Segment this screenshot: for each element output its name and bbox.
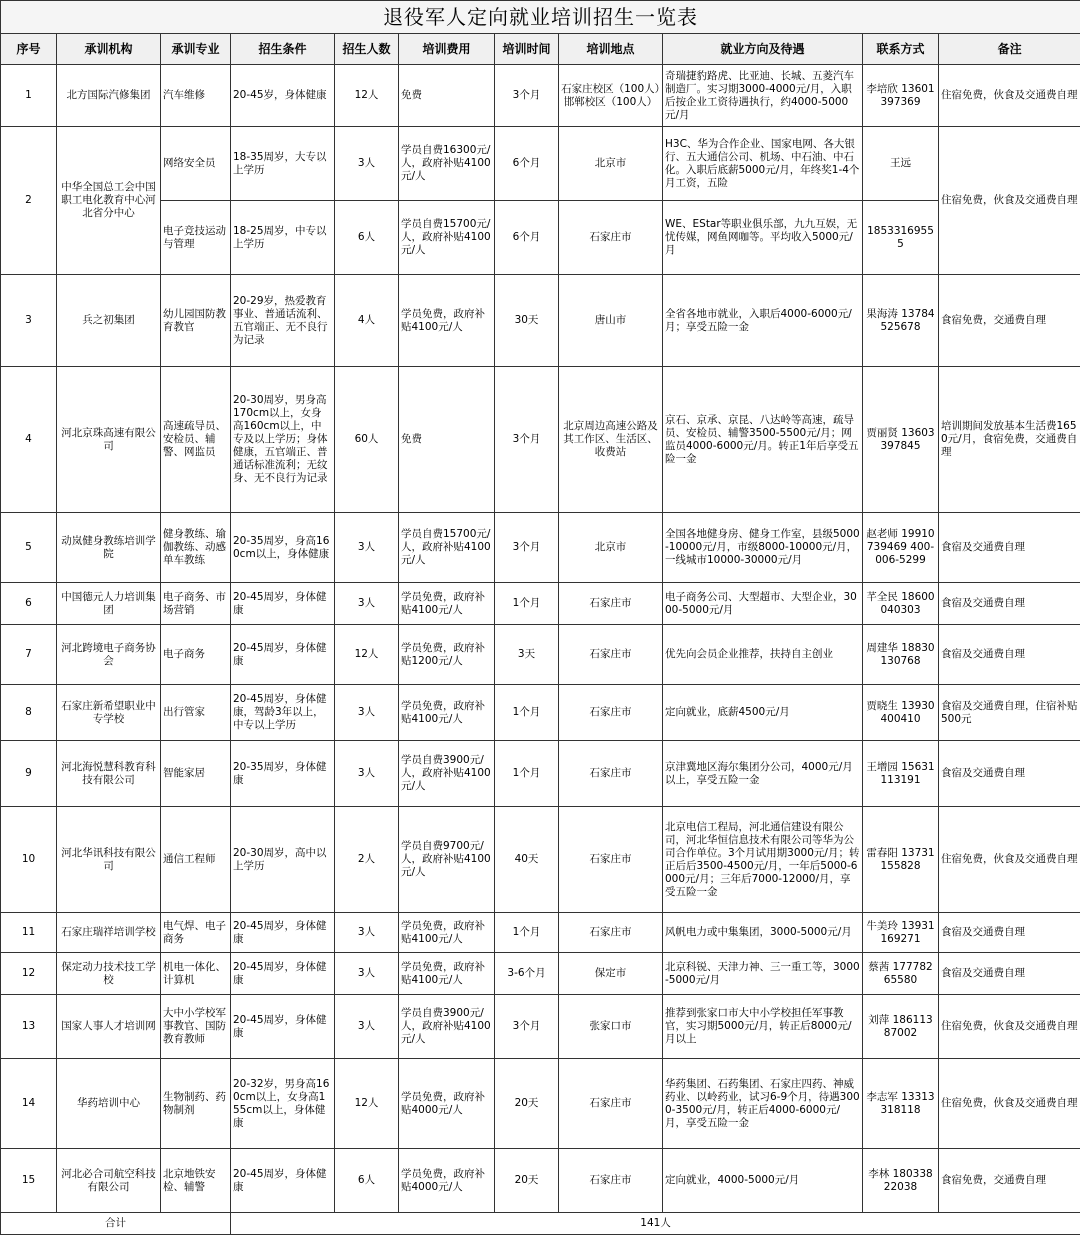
table-row xyxy=(1,1059,1080,1149)
cell-org: 河北华讯科技有限公司 xyxy=(57,807,161,913)
cell-note: 食宿免费，交通费自理 xyxy=(939,275,1080,367)
cell-job: 电子商务公司、大型超市、大型企业，3000-5000元/月 xyxy=(663,583,863,625)
cell-cond: 20-35周岁，身高160cm以上，身体健康 xyxy=(231,513,335,583)
cell-note: 食宿及交通费自理 xyxy=(939,913,1080,953)
cell-place: 石家庄市 xyxy=(559,583,663,625)
cell-contact: 雷春阳 13731155828 xyxy=(863,807,939,913)
cell-num: 3人 xyxy=(335,685,399,741)
cell-note: 食宿及交通费自理，住宿补贴500元 xyxy=(939,685,1080,741)
table-row xyxy=(1,127,1080,201)
cell-org: 动岚健身教练培训学院 xyxy=(57,513,161,583)
cell-cond: 20-45周岁，身体健康 xyxy=(231,913,335,953)
cell-place: 石家庄市 xyxy=(559,625,663,685)
cell-cond: 18-35周岁，大专以上学历 xyxy=(231,127,335,201)
cell-major: 出行管家 xyxy=(161,685,231,741)
cell-major: 电子商务 xyxy=(161,625,231,685)
cell-contact: 李志军 13313318118 xyxy=(863,1059,939,1149)
cell-major: 北京地铁安检、辅警 xyxy=(161,1149,231,1213)
cell-no: 8 xyxy=(1,685,57,741)
cell-fee: 免费 xyxy=(399,65,495,127)
cell-note: 食宿及交通费自理 xyxy=(939,741,1080,807)
cell-time: 3个月 xyxy=(495,513,559,583)
cell-org: 河北京珠高速有限公司 xyxy=(57,367,161,513)
cell-no: 5 xyxy=(1,513,57,583)
total-row xyxy=(1,1213,1080,1235)
cell-place: 唐山市 xyxy=(559,275,663,367)
table-row xyxy=(1,583,1080,625)
cell-place: 张家口市 xyxy=(559,995,663,1059)
table-row xyxy=(1,201,1080,275)
cell-fee: 学员自费16300元/人，政府补贴4100元/人 xyxy=(399,127,495,201)
cell-no: 3 xyxy=(1,275,57,367)
cell-place: 石家庄市 xyxy=(559,1059,663,1149)
cell-contact: 18533169555 xyxy=(863,201,939,275)
cell-cond: 20-45周岁，身体健康，驾龄3年以上，中专以上学历 xyxy=(231,685,335,741)
cell-place: 石家庄市 xyxy=(559,807,663,913)
cell-job: 华药集团、石药集团、石家庄四药、神威药业、以岭药业，试习6-9个月，待遇3000-3500元/月，转正后4000-6000元/月，享受五险一金 xyxy=(663,1059,863,1149)
cell-fee: 学员自费3900元/人，政府补贴4100元/人 xyxy=(399,995,495,1059)
cell-time: 40天 xyxy=(495,807,559,913)
cell-org: 河北必合司航空科技有限公司 xyxy=(57,1149,161,1213)
cell-major: 电气焊、电子商务 xyxy=(161,913,231,953)
cell-job: 推荐到张家口市大中小学校担任军事教官，实习期5000元/月，转正后8000元/月以上 xyxy=(663,995,863,1059)
total-value: 141人 xyxy=(231,1213,1080,1235)
cell-fee: 学员免费，政府补贴4100元/人 xyxy=(399,913,495,953)
cell-place: 保定市 xyxy=(559,953,663,995)
cell-num: 4人 xyxy=(335,275,399,367)
cell-job: 奇瑞捷豹路虎、比亚迪、长城、五菱汽车制造厂。实习期3000-4000元/月，入职后按企业工资待遇执行，约4000-5000元/月 xyxy=(663,65,863,127)
header-cell: 就业方向及待遇 xyxy=(663,34,863,65)
cell-org: 石家庄瑞祥培训学校 xyxy=(57,913,161,953)
cell-contact: 刘萍 18611387002 xyxy=(863,995,939,1059)
cell-time: 1个月 xyxy=(495,913,559,953)
header-cell: 备注 xyxy=(939,34,1080,65)
cell-place: 石家庄校区（100人）邯郸校区（100人） xyxy=(559,65,663,127)
cell-major: 通信工程师 xyxy=(161,807,231,913)
cell-time: 20天 xyxy=(495,1059,559,1149)
cell-time: 3天 xyxy=(495,625,559,685)
table-row xyxy=(1,741,1080,807)
cell-job: 定向就业，底薪4500元/月 xyxy=(663,685,863,741)
cell-cond: 20-29岁，热爱教育事业、普通话流利、五官端正、无不良行为记录 xyxy=(231,275,335,367)
cell-major: 生物制药、药物制剂 xyxy=(161,1059,231,1149)
cell-job: 优先向会员企业推荐，扶持自主创业 xyxy=(663,625,863,685)
cell-time: 20天 xyxy=(495,1149,559,1213)
cell-job: 全省各地市就业，入职后4000-6000元/月；享受五险一金 xyxy=(663,275,863,367)
table-row xyxy=(1,953,1080,995)
cell-no: 15 xyxy=(1,1149,57,1213)
cell-org: 中国德元人力培训集团 xyxy=(57,583,161,625)
cell-major: 电子竞技运动与管理 xyxy=(161,201,231,275)
cell-major: 智能家居 xyxy=(161,741,231,807)
cell-num: 12人 xyxy=(335,65,399,127)
cell-no: 2 xyxy=(1,127,57,275)
cell-place: 石家庄市 xyxy=(559,201,663,275)
cell-cond: 20-32岁，男身高160cm以上，女身高155cm以上，身体健康 xyxy=(231,1059,335,1149)
table-row xyxy=(1,685,1080,741)
header-cell: 序号 xyxy=(1,34,57,65)
cell-job: 京津冀地区海尔集团分公司，4000元/月以上，享受五险一金 xyxy=(663,741,863,807)
cell-time: 3个月 xyxy=(495,367,559,513)
cell-org: 石家庄新希望职业中专学校 xyxy=(57,685,161,741)
cell-time: 3个月 xyxy=(495,995,559,1059)
header-cell: 招生人数 xyxy=(335,34,399,65)
cell-fee: 学员免费，政府补贴4100元/人 xyxy=(399,953,495,995)
cell-num: 3人 xyxy=(335,995,399,1059)
cell-place: 石家庄市 xyxy=(559,1149,663,1213)
cell-no: 14 xyxy=(1,1059,57,1149)
cell-contact: 周建华 18830130768 xyxy=(863,625,939,685)
cell-cond: 20-30周岁，男身高170cm以上，女身高160cm以上，中专及以上学历；身体健康，五官端正、普通话标准流利；无纹身、无不良行为记录 xyxy=(231,367,335,513)
cell-fee: 学员免费，政府补贴4100元/人 xyxy=(399,685,495,741)
cell-cond: 20-45周岁，身体健康 xyxy=(231,625,335,685)
cell-no: 11 xyxy=(1,913,57,953)
cell-cond: 20-30周岁，高中以上学历 xyxy=(231,807,335,913)
cell-no: 9 xyxy=(1,741,57,807)
cell-major: 幼儿园国防教育教官 xyxy=(161,275,231,367)
cell-num: 6人 xyxy=(335,1149,399,1213)
cell-no: 13 xyxy=(1,995,57,1059)
header-cell: 承训机构 xyxy=(57,34,161,65)
cell-note: 食宿及交通费自理 xyxy=(939,583,1080,625)
cell-time: 1个月 xyxy=(495,741,559,807)
cell-job: H3C、华为合作企业、国家电网、各大银行、五大通信公司、机场、中石油、中石化。入职后底薪5000元/月，年终奖1-4个月工资，五险 xyxy=(663,127,863,201)
cell-note: 食宿及交通费自理 xyxy=(939,513,1080,583)
header-cell: 联系方式 xyxy=(863,34,939,65)
cell-note: 培训期间发放基本生活费1650元/月，食宿免费，交通费自理 xyxy=(939,367,1080,513)
cell-major: 网络安全员 xyxy=(161,127,231,201)
header-row xyxy=(1,34,1080,65)
title-row xyxy=(1,1,1080,34)
cell-contact: 牛美玲 13931169271 xyxy=(863,913,939,953)
cell-major: 汽车维修 xyxy=(161,65,231,127)
cell-major: 健身教练、瑜伽教练、动感单车教练 xyxy=(161,513,231,583)
header-cell: 培训费用 xyxy=(399,34,495,65)
cell-fee: 学员免费，政府补贴4000元/人 xyxy=(399,1059,495,1149)
cell-place: 石家庄市 xyxy=(559,913,663,953)
cell-time: 6个月 xyxy=(495,201,559,275)
cell-no: 1 xyxy=(1,65,57,127)
cell-num: 3人 xyxy=(335,513,399,583)
cell-org: 河北跨境电子商务协会 xyxy=(57,625,161,685)
cell-org: 北方国际汽修集团 xyxy=(57,65,161,127)
cell-time: 1个月 xyxy=(495,583,559,625)
cell-major: 大中小学校军事教官、国防教育教师 xyxy=(161,995,231,1059)
cell-org: 中华全国总工会中国职工电化教育中心河北省分中心 xyxy=(57,127,161,275)
cell-job: 北京电信工程局，河北通信建设有限公司，河北华恒信息技术有限公司等华为公司合作单位。3个月试用期3000元/月；转正后后3500-4500元/月，一年后5000-6000元/月；三年后7000-12000/月，享受五险一金 xyxy=(663,807,863,913)
cell-contact: 李林 18033822038 xyxy=(863,1149,939,1213)
cell-fee: 学员自费15700元/人，政府补贴4100元/人 xyxy=(399,513,495,583)
cell-cond: 20-45周岁，身体健康 xyxy=(231,583,335,625)
cell-org: 华药培训中心 xyxy=(57,1059,161,1149)
table-row xyxy=(1,367,1080,513)
cell-no: 12 xyxy=(1,953,57,995)
table-row xyxy=(1,275,1080,367)
cell-note: 住宿免费，伙食及交通费自理 xyxy=(939,65,1080,127)
cell-note: 食宿及交通费自理 xyxy=(939,953,1080,995)
cell-cond: 20-45岁，身体健康 xyxy=(231,65,335,127)
table-row xyxy=(1,625,1080,685)
cell-num: 3人 xyxy=(335,583,399,625)
cell-org: 河北海悦慧科教育科技有限公司 xyxy=(57,741,161,807)
cell-contact: 王远 xyxy=(863,127,939,201)
cell-fee: 学员自费15700元/人，政府补贴4100元/人 xyxy=(399,201,495,275)
cell-contact: 贾晓生 13930400410 xyxy=(863,685,939,741)
cell-contact: 蔡茜 17778265580 xyxy=(863,953,939,995)
cell-cond: 18-25周岁，中专以上学历 xyxy=(231,201,335,275)
cell-cond: 20-45周岁，身体健康 xyxy=(231,995,335,1059)
cell-contact: 芊全民 18600040303 xyxy=(863,583,939,625)
cell-contact: 贾丽贤 13603397845 xyxy=(863,367,939,513)
table-row xyxy=(1,807,1080,913)
cell-contact: 赵老师 19910739469 400-006-5299 xyxy=(863,513,939,583)
cell-num: 3人 xyxy=(335,953,399,995)
cell-no: 6 xyxy=(1,583,57,625)
cell-place: 北京周边高速公路及其工作区、生活区、收费站 xyxy=(559,367,663,513)
cell-contact: 果海涛 13784525678 xyxy=(863,275,939,367)
cell-place: 北京市 xyxy=(559,127,663,201)
cell-place: 石家庄市 xyxy=(559,741,663,807)
cell-fee: 学员自费3900元/人，政府补贴4100元/人 xyxy=(399,741,495,807)
cell-time: 6个月 xyxy=(495,127,559,201)
cell-time: 3-6个月 xyxy=(495,953,559,995)
cell-num: 3人 xyxy=(335,741,399,807)
cell-fee: 学员免费，政府补贴4000元/人 xyxy=(399,1149,495,1213)
cell-note: 食宿及交通费自理 xyxy=(939,625,1080,685)
cell-place: 石家庄市 xyxy=(559,685,663,741)
table-row xyxy=(1,65,1080,127)
cell-no: 10 xyxy=(1,807,57,913)
cell-major: 电子商务、市场营销 xyxy=(161,583,231,625)
cell-time: 1个月 xyxy=(495,685,559,741)
cell-job: 京石、京承、京昆、八达岭等高速，疏导员、安检员、辅警3500-5500元/月；网监员4000-6000元/月。转正1年后享受五险一金 xyxy=(663,367,863,513)
cell-fee: 学员免费，政府补贴4100元/人 xyxy=(399,583,495,625)
cell-num: 3人 xyxy=(335,127,399,201)
cell-job: 北京科锐、天津力神、三一重工等，3000-5000元/月 xyxy=(663,953,863,995)
cell-fee: 免费 xyxy=(399,367,495,513)
cell-note: 住宿免费，伙食及交通费自理 xyxy=(939,995,1080,1059)
cell-job: 风帆电力或中集集团，3000-5000元/月 xyxy=(663,913,863,953)
table-row xyxy=(1,1149,1080,1213)
cell-cond: 20-45周岁，身体健康 xyxy=(231,1149,335,1213)
cell-note: 住宿免费，伙食及交通费自理 xyxy=(939,807,1080,913)
table-row xyxy=(1,995,1080,1059)
cell-org: 国家人事人才培训网 xyxy=(57,995,161,1059)
table-row xyxy=(1,513,1080,583)
cell-num: 6人 xyxy=(335,201,399,275)
cell-fee: 学员免费，政府补贴1200元/人 xyxy=(399,625,495,685)
table-body xyxy=(1,65,1080,1213)
cell-num: 3人 xyxy=(335,913,399,953)
cell-no: 4 xyxy=(1,367,57,513)
cell-place: 北京市 xyxy=(559,513,663,583)
header-cell: 承训专业 xyxy=(161,34,231,65)
header-cell: 培训时间 xyxy=(495,34,559,65)
total-label: 合计 xyxy=(1,1213,231,1235)
cell-fee: 学员自费9700元/人，政府补贴4100元/人 xyxy=(399,807,495,913)
cell-note: 食宿免费，交通费自理 xyxy=(939,1149,1080,1213)
cell-num: 12人 xyxy=(335,1059,399,1149)
header-cell: 招生条件 xyxy=(231,34,335,65)
cell-cond: 20-45周岁，身体健康 xyxy=(231,953,335,995)
header-cell: 培训地点 xyxy=(559,34,663,65)
table-row xyxy=(1,913,1080,953)
cell-org: 兵之初集团 xyxy=(57,275,161,367)
cell-time: 30天 xyxy=(495,275,559,367)
cell-job: 全国各地健身房、健身工作室，县级5000-10000元/月，市级8000-10000元/月，一线城市10000-30000元/月 xyxy=(663,513,863,583)
cell-fee: 学员免费，政府补贴4100元/人 xyxy=(399,275,495,367)
cell-note: 住宿免费，伙食及交通费自理 xyxy=(939,127,1080,275)
cell-contact: 李培欣 13601397369 xyxy=(863,65,939,127)
cell-cond: 20-35周岁，身体健康 xyxy=(231,741,335,807)
cell-num: 2人 xyxy=(335,807,399,913)
cell-no: 7 xyxy=(1,625,57,685)
cell-num: 12人 xyxy=(335,625,399,685)
cell-time: 3个月 xyxy=(495,65,559,127)
page-title: 退役军人定向就业培训招生一览表 xyxy=(1,1,1080,34)
cell-job: 定向就业，4000-5000元/月 xyxy=(663,1149,863,1213)
cell-job: WE、EStar等职业俱乐部，九九互娱，无忧传媒，网鱼网咖等。平均收入5000元/月 xyxy=(663,201,863,275)
cell-contact: 王增园 15631113191 xyxy=(863,741,939,807)
cell-org: 保定动力技术技工学校 xyxy=(57,953,161,995)
cell-major: 高速疏导员、安检员、辅警、网监员 xyxy=(161,367,231,513)
cell-note: 住宿免费，伙食及交通费自理 xyxy=(939,1059,1080,1149)
cell-major: 机电一体化、计算机 xyxy=(161,953,231,995)
cell-num: 60人 xyxy=(335,367,399,513)
